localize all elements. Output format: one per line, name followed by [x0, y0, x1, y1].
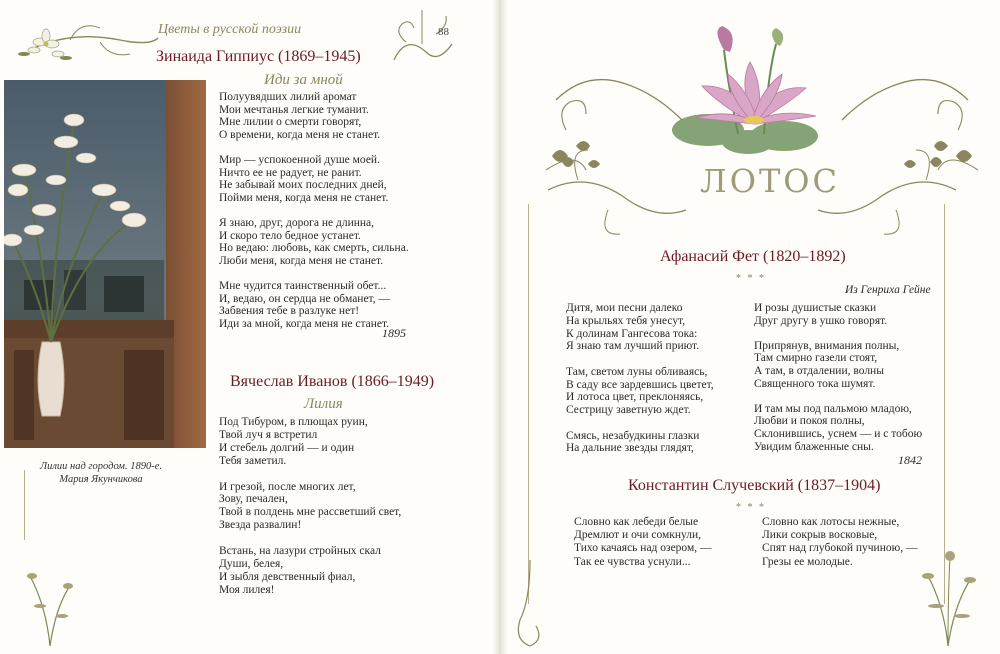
poem-line: Дитя, мои песни далеко: [566, 302, 683, 314]
poem-line: В саду все зардевшись цветет,: [566, 378, 714, 391]
poem2-title: Лилия: [304, 396, 343, 412]
poem-line: Склонившись, уснем — и с тобою: [754, 428, 923, 440]
page-number: 88: [438, 26, 449, 38]
poem-line: Я знаю, друг, дорога не длинна,: [219, 217, 375, 229]
poem-line: Мир — успокоенной душе моей.: [219, 154, 380, 166]
poem-line: Полуувядших лилий аромат: [219, 91, 357, 103]
poem-line: Моя лилея!: [219, 583, 275, 596]
poem-line: И грезой, после многих лет,: [219, 480, 356, 493]
poem-line: Словно как лебеди белые: [574, 516, 699, 528]
poem-line: Души, белея,: [219, 557, 284, 570]
sluchevsky-author: Константин Случевский (1837–1904): [628, 477, 881, 494]
poem-line: Словно как лотосы нежные,: [762, 516, 900, 528]
poem-line: Спят над глубокой пучиною, —: [762, 542, 918, 555]
poem-line: Люби меня, когда меня не станет.: [219, 254, 384, 267]
corner-flower-ornament-top-left: [10, 10, 160, 72]
poem-line: Звезда развалин!: [219, 519, 302, 532]
poem-line: Под Тибуром, в плющах руин,: [219, 416, 368, 428]
poem-line: И скоро тело бедное устанет.: [219, 229, 361, 242]
poem1-title: Иди за мной: [264, 72, 343, 88]
poem-line: Мне лилии о смерти говорят,: [219, 116, 362, 129]
poem-line: Иди за мной, когда меня не станет.: [219, 317, 390, 330]
painting-caption: Лилии над городом. 1890-е. Мария Якунчикова: [39, 461, 163, 485]
fet-year: 1842: [898, 453, 922, 467]
lotus-flower-illustration: [668, 24, 838, 162]
poem-line: Зову, печален,: [219, 493, 288, 506]
poem-line: На крыльях тебя унесут,: [566, 314, 686, 327]
floral-ornament-bottom-left: [20, 546, 80, 646]
running-head: Цветы в русской поэзии: [158, 22, 302, 37]
poem-line: Мне чудится таинственный обет...: [219, 280, 387, 292]
poem-line: Любви и покоя полны,: [754, 415, 865, 428]
poem-line: Мои мечтанья легкие туманит.: [219, 103, 369, 116]
poem-line: Дремлют и очи сомкнули,: [574, 529, 702, 542]
poem1-author: Зинаида Гиппиус (1869–1945): [156, 48, 361, 65]
poem-line: Но ведаю: любовь, как смерть, сильна.: [219, 242, 409, 255]
poem-line: Встань, на лазури стройных скал: [219, 545, 381, 557]
flourish-left-of-title: [548, 140, 688, 240]
poem-line: Пойми меня, когда меня не станет.: [219, 191, 389, 204]
section-title: ЛОТОС: [700, 162, 840, 200]
left-frame-vertical: [24, 470, 25, 540]
sluchevsky-stars: * * *: [736, 502, 766, 513]
poem-line: Сестрицу заветную ждет.: [566, 404, 691, 416]
right-frame-left-vertical: [528, 204, 529, 604]
poem-line: Твой в полдень мне рассветший свет,: [219, 506, 402, 519]
poem-line: Смясь, незабудкины глазки: [566, 429, 700, 442]
fet-stars: * * *: [736, 273, 766, 284]
fet-epigraph: Из Генриха Гейне: [845, 284, 931, 296]
poem-line: И лотоса цвет, преклоняясь,: [566, 391, 704, 404]
poem-line: Твой луч я встретил: [219, 428, 318, 441]
poem-line: А там, в отдалении, волны: [754, 365, 884, 377]
poem-line: Увидим блаженные сны.: [754, 440, 874, 453]
poem-line: И розы душистые сказки: [754, 302, 877, 314]
poem-line: Не забывай моих последних дней,: [219, 179, 387, 192]
book-gutter: [492, 0, 508, 654]
poem-line: О времени, когда меня не станет.: [219, 128, 381, 141]
poem-line: На дальние звезды глядят,: [566, 442, 694, 455]
floral-ornament-bottom-right: [908, 536, 988, 646]
fet-author: Афанасий Фет (1820–1892): [660, 248, 846, 265]
poem-line: И, ведаю, он сердца не обманет, —: [219, 292, 390, 305]
poem-line: Священного тока шумят.: [754, 377, 876, 390]
poem-line: И стебель долгий — и один: [219, 441, 355, 454]
poem-line: И там мы под пальмою младою,: [754, 402, 912, 415]
poem-line: Тебя заметил.: [219, 454, 287, 467]
poem-line: Я знаю там лучший приют.: [566, 340, 700, 353]
poem-line: Там, светом луны обливаясь,: [566, 365, 708, 378]
painting-lilies: [4, 80, 206, 448]
poem-line: Лики сокрыв восковые,: [762, 529, 878, 542]
poem-line: К долинам Гангесова тока:: [566, 327, 698, 340]
swirl-ornament-bottom-left: [510, 560, 550, 650]
poem-line: Там смирно газели стоят,: [754, 352, 878, 365]
poem-line: Забвения тебе в разлуке нет!: [219, 305, 360, 318]
poem-line: Так ее чувства уснули...: [574, 555, 691, 568]
swirl-ornament-top-right: [386, 4, 458, 76]
poem-line: И зыбля девственный фиал,: [219, 570, 356, 583]
poem-line: Грезы ее молодые.: [762, 555, 853, 568]
poem1-year: 1895: [382, 326, 406, 340]
poem2-author: Вячеслав Иванов (1866–1949): [230, 373, 435, 390]
poem-line: Ничто ее не радует, не ранит.: [219, 166, 362, 179]
poem-line: Тихо качаясь над озером, —: [574, 542, 712, 555]
poem-line: Припрянув, внимания полны,: [754, 339, 900, 352]
poem-line: Друг другу в ушко говорят.: [754, 314, 888, 327]
